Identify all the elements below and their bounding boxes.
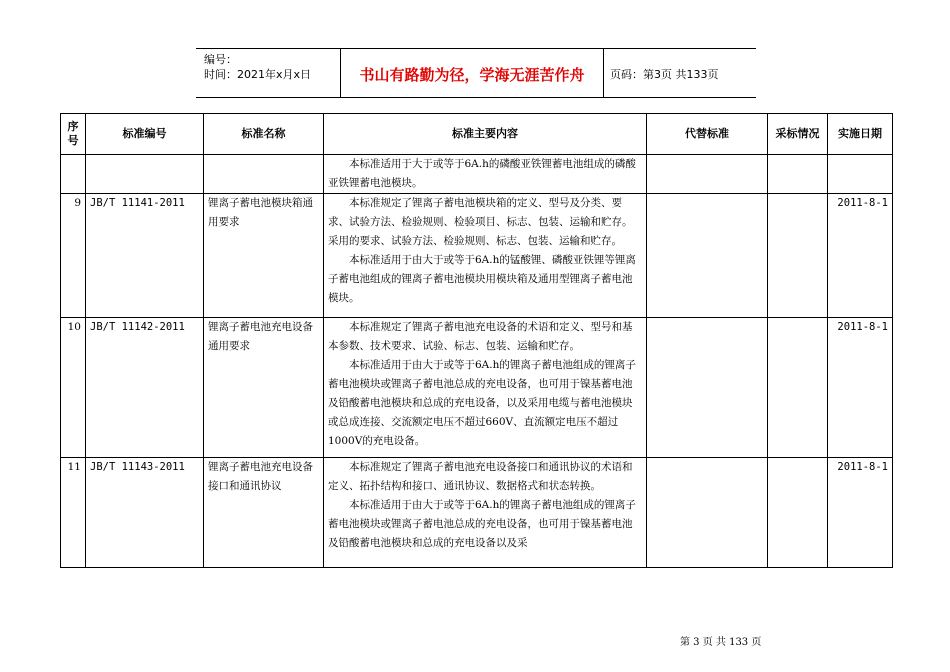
content-paragraph: 本标准适用于由大于或等于6A.h的锂离子蓄电池组成的锂离子蓄电池模块或锂离子蓄电池总成的充电设备，也可用于镍基蓄电池及铅酸蓄电池模块和总成的充电设备以及采 [328, 499, 636, 549]
row-date: 2011-8-1 [828, 458, 893, 568]
content-paragraph: 本标准规定了锂离子蓄电池模块箱的定义、型号及分类、要求、试验方法、检验规则、检验项目、标志、包装、运输和贮存。采用的要求、试验方法、检验规则、标志、包装、运输和贮存。 [328, 197, 633, 247]
row-adoption [768, 155, 828, 194]
col-header-date: 实施日期 [828, 114, 893, 155]
table-row [61, 458, 893, 568]
number-label: 编号： [204, 53, 237, 66]
page-footer: 第 3 页 共 133 页 [680, 637, 762, 648]
table-row [61, 318, 893, 458]
page-code: 页码：第3页 共133页 [610, 68, 719, 81]
col-header-name: 标准名称 [204, 114, 324, 155]
row-name: 锂离子蓄电池模块箱通用要求 [204, 194, 324, 318]
row-replaces [647, 318, 768, 458]
content-paragraph: 本标准适用于大于或等于6A.h的磷酸亚铁锂蓄电池组成的磷酸亚铁锂蓄电池模块。 [328, 158, 636, 189]
motto: 书山有路勤为径，学海无涯苦作舟 [359, 66, 585, 84]
row-name: 锂离子蓄电池充电设备接口和通讯协议 [204, 458, 324, 568]
header-meta [196, 49, 341, 97]
row-content [324, 318, 647, 458]
row-replaces [647, 155, 768, 194]
standards-table [60, 113, 893, 568]
row-adoption [768, 194, 828, 318]
row-code: JB/T 11141-2011 [86, 194, 204, 318]
table-header-row [61, 114, 893, 155]
row-adoption [768, 458, 828, 568]
col-header-adoption: 采标情况 [768, 114, 828, 155]
table-row [61, 194, 893, 318]
row-date: 2011-8-1 [828, 194, 893, 318]
document-header [196, 48, 756, 98]
row-code [86, 155, 204, 194]
row-name: 锂离子蓄电池充电设备通用要求 [204, 318, 324, 458]
content-paragraph: 本标准适用于由大于或等于6A.h的锰酸锂、磷酸亚铁锂等锂离子蓄电池组成的锂离子蓄电池模块用模块箱及通用型锂离子蓄电池模块。 [328, 254, 636, 304]
row-replaces [647, 458, 768, 568]
row-no: 10 [61, 318, 86, 458]
row-content [324, 194, 647, 318]
row-date: 2011-8-1 [828, 318, 893, 458]
col-header-replaces: 代替标准 [647, 114, 768, 155]
row-replaces [647, 194, 768, 318]
row-adoption [768, 318, 828, 458]
header-page-cell [604, 49, 756, 97]
content-paragraph: 本标准规定了锂离子蓄电池充电设备接口和通讯协议的术语和定义、拓扑结构和接口、通讯协议、数据格式和状态转换。 [328, 461, 633, 492]
table-row [61, 155, 893, 194]
time-label: 时间：2021年x月x日 [204, 68, 312, 81]
col-header-no: 序号 [61, 114, 86, 155]
content-paragraph: 本标准规定了锂离子蓄电池充电设备的术语和定义、型号和基本参数、技术要求、试验、标志、包装、运输和贮存。 [328, 321, 633, 352]
header-motto-cell [341, 49, 604, 97]
row-name [204, 155, 324, 194]
row-content [324, 458, 647, 568]
row-date [828, 155, 893, 194]
row-code: JB/T 11142-2011 [86, 318, 204, 458]
row-no: 9 [61, 194, 86, 318]
row-no [61, 155, 86, 194]
row-code: JB/T 11143-2011 [86, 458, 204, 568]
row-no: 11 [61, 458, 86, 568]
col-header-code: 标准编号 [86, 114, 204, 155]
content-paragraph: 本标准适用于由大于或等于6A.h的锂离子蓄电池组成的锂离子蓄电池模块或锂离子蓄电池总成的充电设备，也可用于镍基蓄电池及铅酸蓄电池模块和总成的充电设备，以及采用电缆与蓄电池模块或总成连接、交流额定电压不超过660V、直流额定电压不超过1000V的充电设备。 [328, 359, 636, 447]
col-header-content: 标准主要内容 [324, 114, 647, 155]
row-content [324, 155, 647, 194]
